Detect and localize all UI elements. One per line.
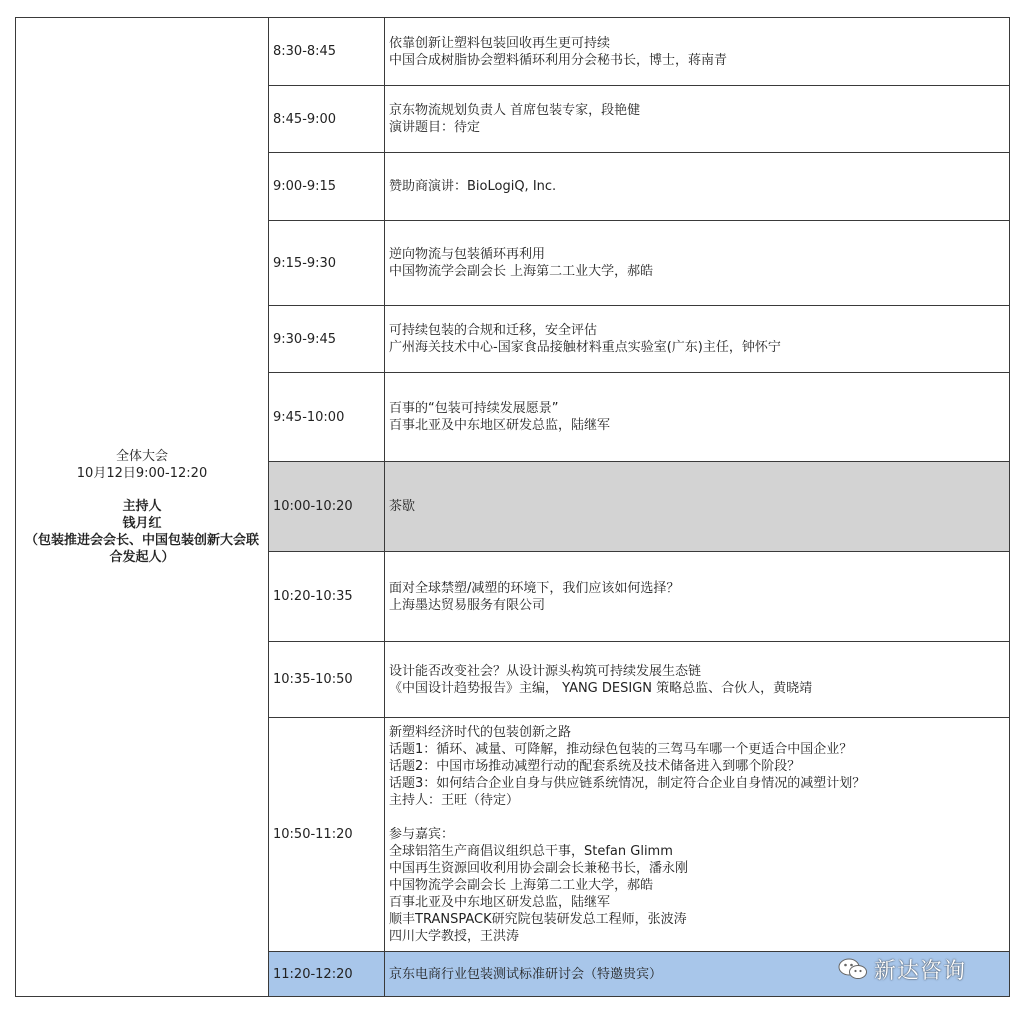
- time-cell: 10:35-10:50: [269, 642, 385, 718]
- topic-line: 全球铝箔生产商倡议组织总干事，Stefan Glimm: [389, 844, 673, 859]
- schedule-table: [15, 17, 1010, 997]
- topic-spacer: [389, 809, 1009, 826]
- topic-line: 中国合成树脂协会塑料循环利用分会秘书长，博士，蒋南青: [389, 52, 728, 68]
- topic-line: 中国物流学会副会长 上海第二工业大学，郝皓: [389, 264, 654, 279]
- topic-line: 百事北亚及中东地区研发总监，陆继军: [389, 895, 611, 910]
- topic-line: 中国物流学会副会长 上海第二工业大学，郝皓: [389, 878, 654, 893]
- topic-cell: [385, 306, 1010, 373]
- time-cell: 9:15-9:30: [269, 221, 385, 306]
- time-cell: 8:30-8:45: [269, 18, 385, 86]
- topic-cell: [385, 221, 1010, 306]
- topic-line: 参与嘉宾：: [389, 827, 455, 842]
- time-cell: 10:00-10:20: [269, 462, 385, 552]
- host-name: 钱月红: [122, 516, 162, 531]
- topic-cell: [385, 462, 1010, 552]
- topic-line: 《中国设计趋势报告》主编， YANG DESIGN 策略总监、合伙人，黄晓靖: [389, 680, 813, 696]
- host-label: 主持人: [122, 499, 162, 514]
- session-cell: [16, 18, 269, 997]
- watermark: [838, 952, 966, 986]
- schedule-row: [16, 18, 1010, 86]
- wechat-icon: [838, 957, 868, 981]
- topic-line: 百事的“包装可持续发展愿景”: [389, 401, 559, 416]
- topic-line: 京东物流规划负责人 首席包装专家，段艳健: [389, 103, 641, 118]
- schedule-sheet: [15, 17, 1009, 1000]
- topic-line: 依靠创新让塑料包装回收再生更可持续: [389, 35, 611, 51]
- topic-cell: [385, 552, 1010, 642]
- time-cell: 9:00-9:15: [269, 153, 385, 221]
- topic-line: 主持人：王旺（待定）: [389, 793, 520, 808]
- time-cell: 8:45-9:00: [269, 86, 385, 153]
- time-cell: 9:30-9:45: [269, 306, 385, 373]
- topic-line: 逆向物流与包装循环再利用: [389, 247, 546, 262]
- topic-cell: [385, 373, 1010, 462]
- topic-cell: [385, 642, 1010, 718]
- topic-line: 演讲题目：待定: [389, 120, 481, 135]
- topic-line: 话题1：循环、减量、可降解，推动绿色包装的三驾马车哪一个更适合中国企业？: [389, 742, 853, 757]
- topic-line: 京东电商行业包装测试标准研讨会（特邀贵宾）: [389, 966, 663, 982]
- topic-line: 赞助商演讲：BioLogiQ, Inc.: [389, 179, 557, 194]
- topic-line: 话题2：中国市场推动减塑行动的配套系统及技术储备进入到哪个阶段？: [389, 759, 801, 774]
- topic-line: 中国再生资源回收利用协会副会长兼秘书长，潘永刚: [389, 861, 689, 876]
- topic-cell: [385, 86, 1010, 153]
- host-role: （包装推进会会长、中国包装创新大会联合发起人）: [24, 533, 259, 565]
- time-cell: 11:20-12:20: [269, 952, 385, 997]
- topic-line: 设计能否改变社会？从设计源头构筑可持续发展生态链: [389, 663, 702, 679]
- topic-line: 茶歇: [389, 499, 416, 514]
- topic-cell: [385, 718, 1010, 952]
- topic-line: 上海墨达贸易服务有限公司: [389, 597, 546, 613]
- topic-line: 广州海关技术中心-国家食品接触材料重点实验室(广东)主任，钟怀宁: [389, 340, 781, 355]
- session-title: 全体大会: [115, 449, 168, 464]
- topic-line: 四川大学教授，王洪涛: [389, 929, 520, 944]
- time-cell: 10:20-10:35: [269, 552, 385, 642]
- topic-line: 新塑料经济时代的包装创新之路: [389, 725, 572, 740]
- topic-cell: [385, 153, 1010, 221]
- time-cell: 9:45-10:00: [269, 373, 385, 462]
- session-date: 10月12日9:00-12:20: [76, 466, 208, 481]
- topic-line: 顺丰TRANSPACK研究院包装研发总工程师，张波涛: [389, 912, 687, 927]
- topic-line: 可持续包装的合规和迁移，安全评估: [389, 323, 598, 338]
- topic-line: 百事北亚及中东地区研发总监，陆继军: [389, 418, 611, 433]
- topic-line: 话题3：如何结合企业自身与供应链系统情况，制定符合企业自身情况的减塑计划？: [389, 776, 866, 791]
- topic-cell: [385, 18, 1010, 86]
- time-cell: 10:50-11:20: [269, 718, 385, 952]
- watermark-text: 新达咨询: [874, 958, 967, 984]
- topic-line: 面对全球禁塑/减塑的环境下，我们应该如何选择？: [389, 580, 680, 596]
